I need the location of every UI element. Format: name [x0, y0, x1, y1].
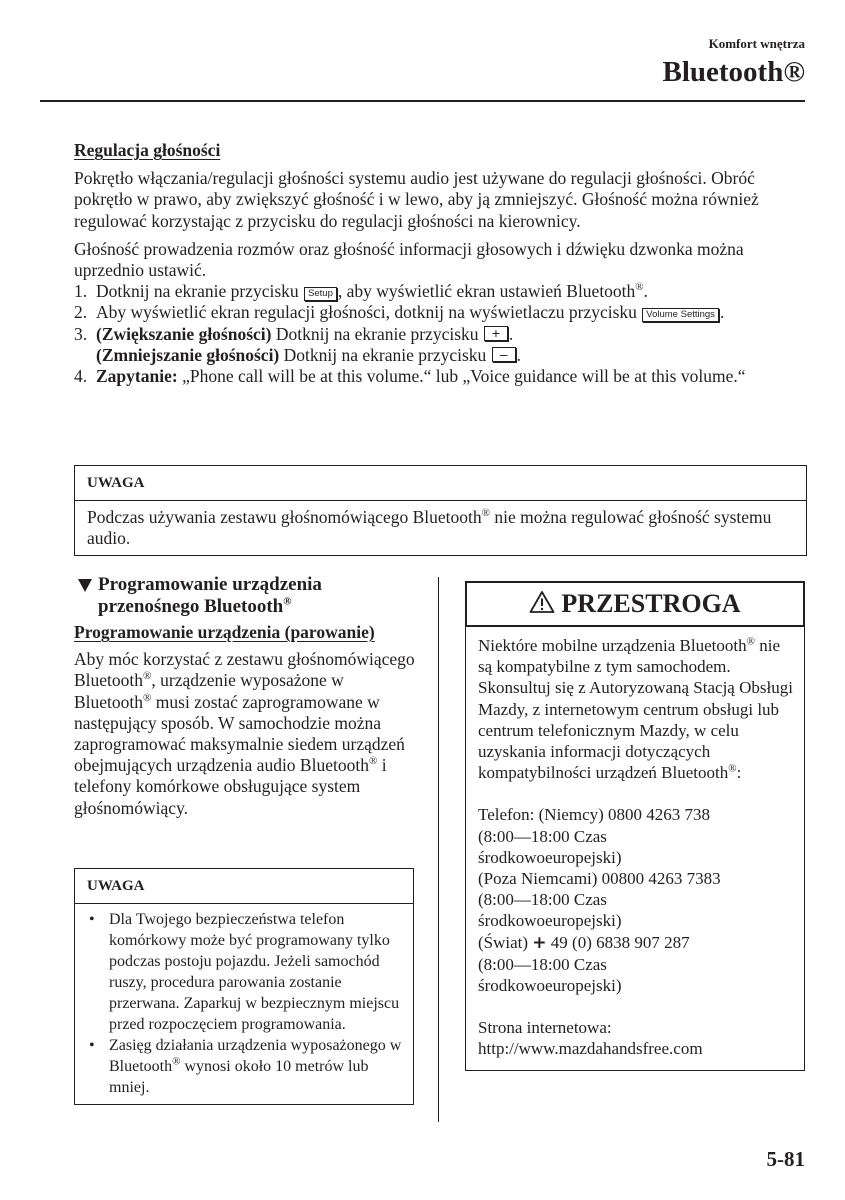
- pairing-subheading: Programowanie urządzenia (parowanie): [74, 622, 375, 642]
- volume-para-2: Głośność prowadzenia rozmów oraz głośność informacji głosowych i dźwięku dzwonka można uprzednio ustawić.: [74, 238, 744, 281]
- step-4: [74, 366, 809, 387]
- step-bold: Zapytanie:: [96, 366, 178, 387]
- plus-icon: +: [491, 324, 500, 341]
- caution-body: [465, 627, 805, 1071]
- step-number: 2.: [74, 302, 88, 323]
- setup-button[interactable]: Setup: [304, 287, 337, 301]
- step-bold: (Zwiększanie głośności): [96, 323, 272, 344]
- note-body: [75, 501, 806, 555]
- caution-text: :: [736, 763, 742, 783]
- bullet-icon: •: [89, 1037, 95, 1054]
- website-link[interactable]: http://www.mazdahandsfree.com: [478, 1039, 703, 1059]
- pairing-para: [74, 649, 424, 819]
- registered-mark: ®: [283, 595, 292, 608]
- registered-mark: ®: [481, 507, 490, 520]
- step-text: Dotknij na ekranie przycisku: [271, 323, 483, 344]
- caution-header: [465, 581, 805, 627]
- step-text: .: [516, 344, 522, 365]
- page-number: 5-81: [766, 1147, 805, 1171]
- caution-title: PRZESTROGA: [561, 589, 741, 618]
- bullet-icon: •: [89, 911, 95, 928]
- header-rule: [40, 100, 805, 102]
- volume-steps: [74, 281, 809, 387]
- pairing-title-text: Programowanie urządzenia przenośnego Bluetooth: [98, 574, 322, 617]
- registered-mark: ®: [172, 1055, 181, 1068]
- warning-triangle-icon: [529, 590, 555, 614]
- note-box-2: [74, 868, 414, 1105]
- pairing-text: Aby móc korzystać z zestawu głośnomówiącego Bluetooth: [74, 649, 415, 691]
- step-text: Dotknij na ekranie przycisku: [96, 281, 304, 302]
- step-1: [74, 281, 809, 302]
- pairing-text: i telefony komórkowe obsługujące system głośnomówiący.: [74, 755, 387, 818]
- phone-number: (Świat): [478, 932, 533, 952]
- phone-number: Telefon: (Niemcy) 0800 4263 738: [478, 805, 711, 825]
- registered-mark: ®: [368, 755, 378, 768]
- phone-number: 49 (0) 6838 907 287: [546, 932, 690, 952]
- registered-mark: ®: [635, 281, 644, 294]
- note-text: Dla Twojego bezpieczeństwa telefon komórkowy może być programowany tylko podczas postoju pojazdu. Jeżeli samochód ruszy, procedura parowania zostanie przerwana. Zaparkuj w bezpiecznym miejscu przed rozpoczęciem programowania.: [109, 911, 400, 1033]
- caution-box: [465, 581, 805, 1071]
- volume-para-1: Pokrętło włączania/regulacji głośności systemu audio jest używane do regulacji głośności. Obróć pokrętło w prawo, aby zwiększyć głośność i w lewo, aby ją zmniejszyć. Głośność można również regulować korzystając z przycisku do regulacji głośności na kierownicy.: [74, 168, 759, 231]
- phone-hours: (8:00—18:00 Czas środkowoeuropejski): [478, 890, 622, 931]
- step-text: .: [508, 323, 514, 344]
- step-number: 3.: [74, 323, 88, 344]
- registered-mark: ®: [728, 762, 737, 775]
- registered-mark: ®: [143, 691, 152, 704]
- phone-number: (Poza Niemcami) 00800 4263 7383: [478, 869, 721, 889]
- step-text: , aby wyświetlić ekran ustawień Bluetooth: [337, 281, 636, 302]
- pairing-text: musi zostać zaprogramowane w następujący sposób. W samochodzie można zaprogramować maksymalnie siedem urządzeń obejmujących urządzenia audio Bluetooth: [74, 691, 405, 776]
- caution-para: [478, 635, 794, 783]
- note-text: nie można regulować głośność systemu audio.: [87, 507, 772, 549]
- step-number: 4.: [74, 366, 88, 387]
- step-text: .: [643, 281, 649, 302]
- phone-hours: (8:00—18:00 Czas środkowoeuropejski): [478, 826, 622, 867]
- minus-button[interactable]: [492, 347, 516, 362]
- website-label: Strona internetowa:: [478, 1018, 612, 1038]
- volume-section: [74, 140, 809, 387]
- phone-entry: [478, 804, 794, 868]
- caution-text: nie są kompatybilne z tym samochodem. Skonsultuj się z Autoryzowaną Stacją Obsługi Mazdy, z internetowym centrum obsługi lub centrum telefonicznym Mazdy, w celu uzyskania informacji dotyczących kompatybilności urządzeń Bluetooth: [478, 636, 793, 783]
- step-text: Aby wyświetlić ekran regulacji głośności, dotknij na wyświetlaczu przycisku: [96, 302, 642, 323]
- note-body: [75, 904, 413, 1104]
- note-text: Zasięg działania urządzenia wyposażonego w Bluetooth: [109, 1037, 402, 1075]
- note-header: UWAGA: [75, 466, 806, 501]
- phone-entry: [478, 868, 794, 932]
- pairing-text: , urządzenie wyposażone w Bluetooth: [74, 670, 344, 712]
- phone-entry: [478, 932, 794, 997]
- note-text: Podczas używania zestawu głośnomówiącego Bluetooth: [87, 507, 482, 527]
- step-2: [74, 302, 809, 323]
- page-title: Bluetooth®: [662, 56, 805, 88]
- registered-mark: ®: [143, 670, 152, 683]
- note-box-1: [74, 465, 807, 556]
- pairing-title: [74, 574, 424, 618]
- note-bullet: [87, 909, 405, 1035]
- step-text: .: [719, 302, 725, 323]
- pairing-section: [74, 574, 424, 819]
- section-triangle-icon: [78, 579, 92, 592]
- minus-icon: –: [499, 345, 508, 362]
- note-bullet: [87, 1035, 405, 1098]
- phone-hours: (8:00—18:00 Czas środkowoeuropejski): [478, 954, 622, 996]
- volume-settings-button[interactable]: Volume Settings: [642, 308, 719, 322]
- plus-button[interactable]: [484, 326, 508, 341]
- note-header: UWAGA: [75, 869, 413, 904]
- step-text: Dotknij na ekranie przycisku: [279, 344, 491, 365]
- section-label: Komfort wnętrza: [708, 36, 805, 51]
- plus-icon: +: [532, 932, 547, 953]
- registered-mark: ®: [746, 635, 755, 648]
- caution-text: Niektóre mobilne urządzenia Bluetooth: [478, 636, 747, 655]
- note-text: wynosi około 10 metrów lub mniej.: [109, 1058, 369, 1096]
- step-bold: (Zmniejszanie głośności): [96, 344, 280, 365]
- column-divider: [438, 577, 439, 1122]
- step-number: 1.: [74, 281, 88, 302]
- step-text: „Phone call will be at this volume.“ lub „Voice guidance will be at this volume.“: [177, 366, 746, 387]
- step-3: [74, 324, 809, 366]
- volume-heading: Regulacja głośności: [74, 140, 221, 160]
